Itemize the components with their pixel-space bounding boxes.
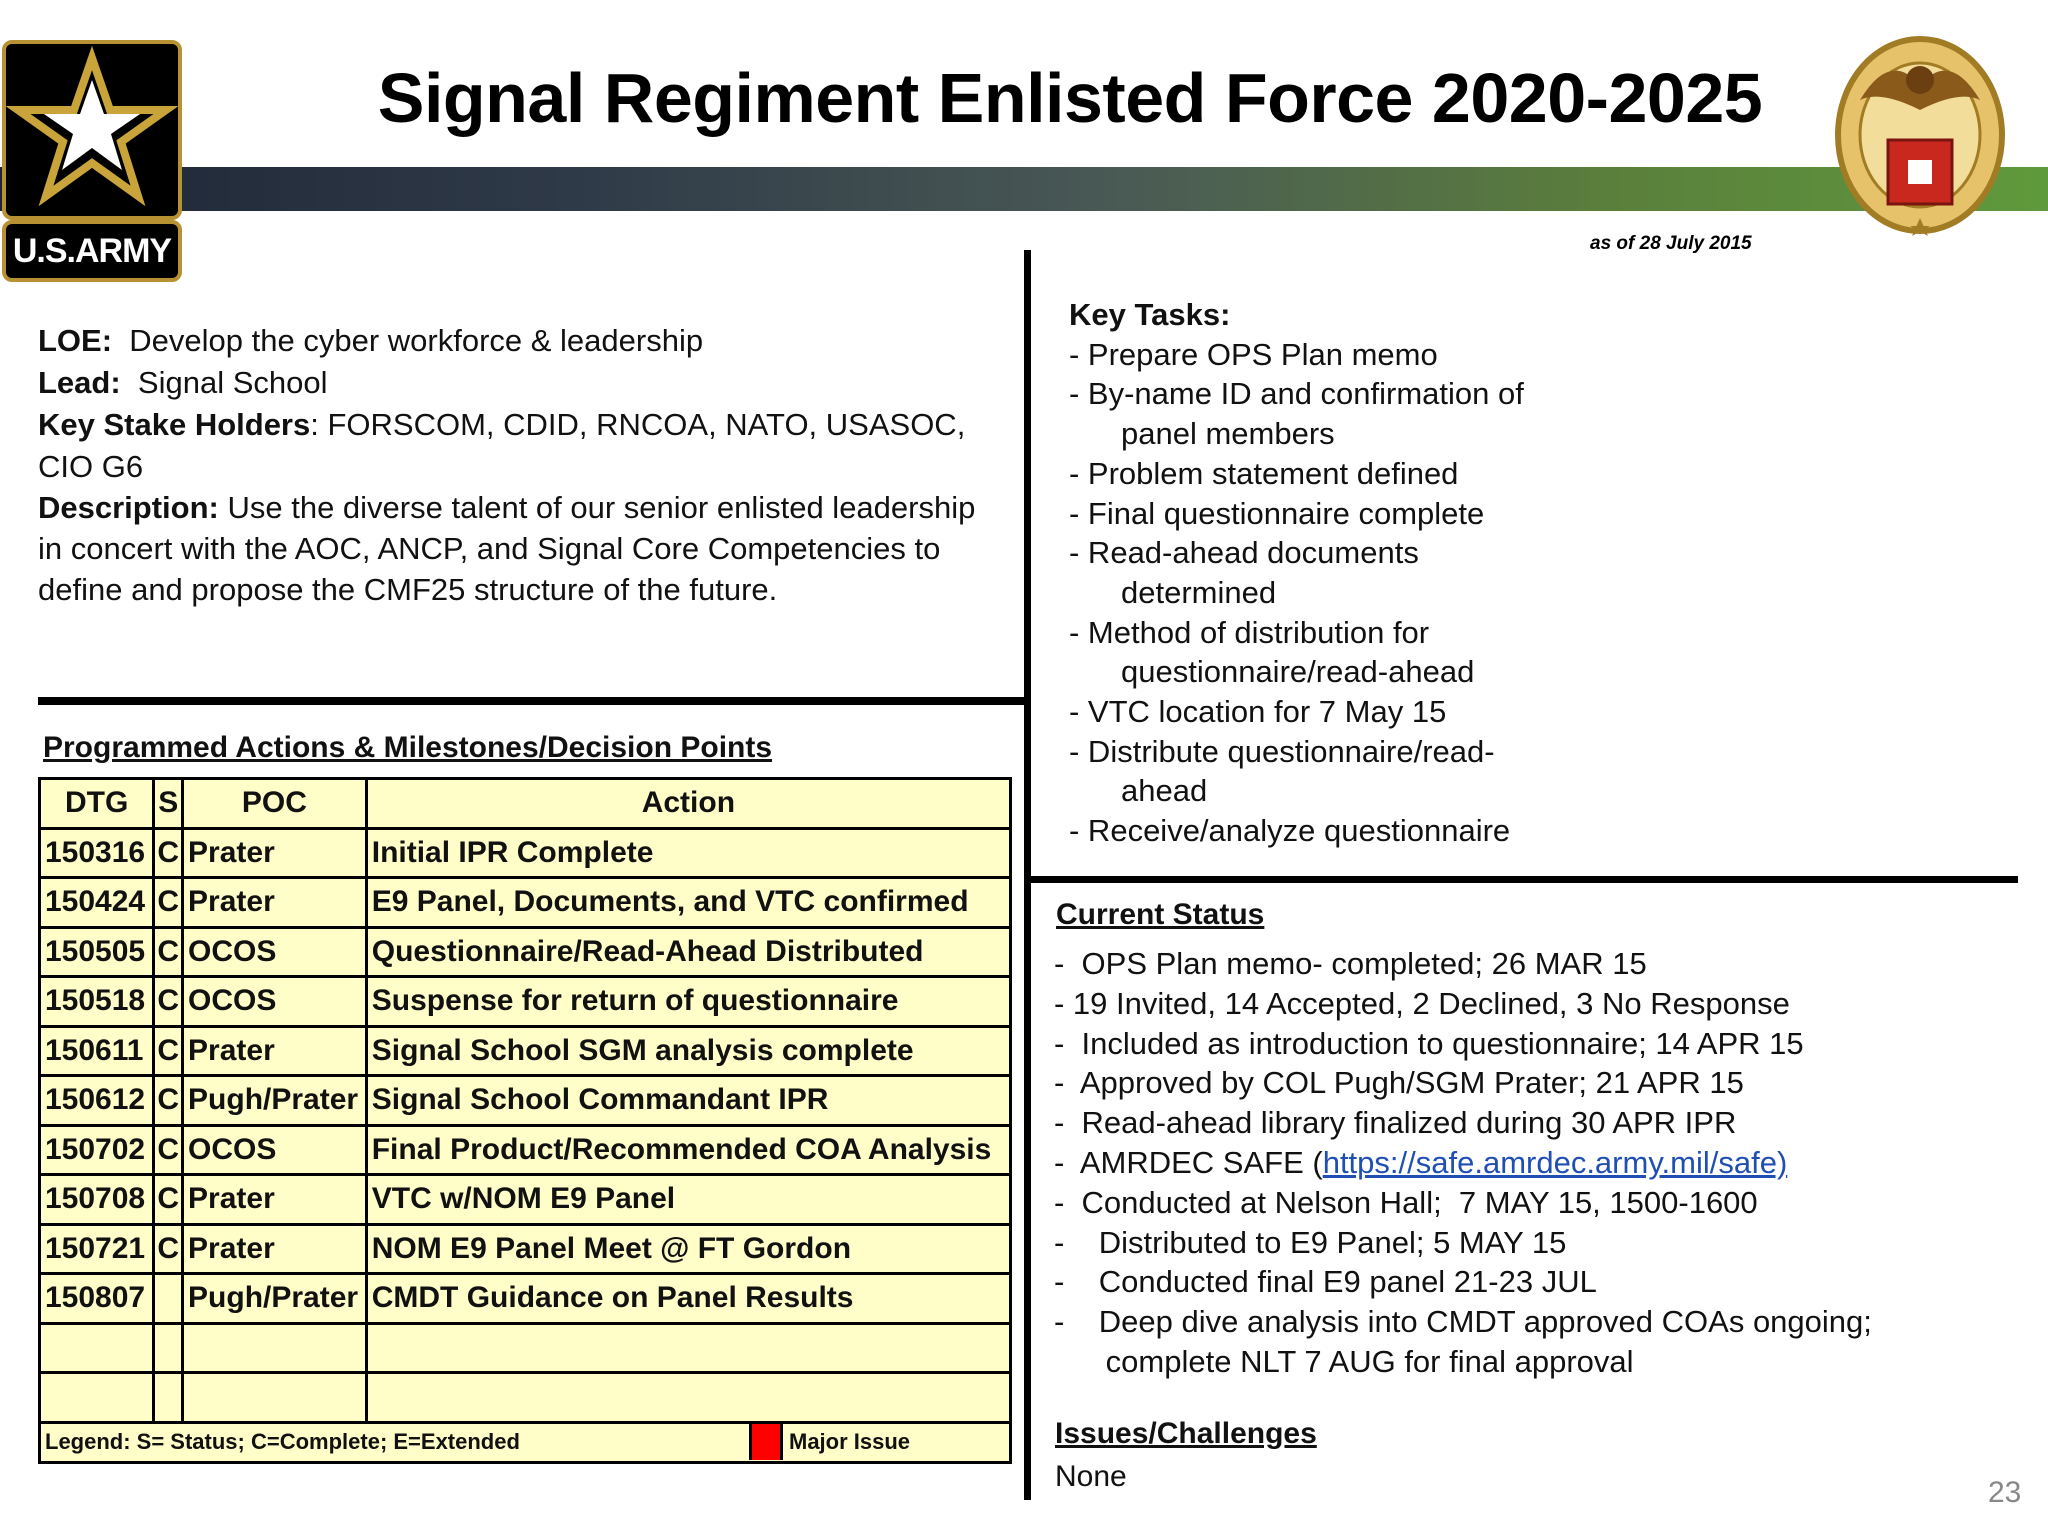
action-cell [366,1323,1010,1373]
loe-value: Develop the cyber workforce & leadership [129,323,704,358]
dtg-cell: 150316 [40,828,154,878]
poc-cell: Pugh/Prater [183,1274,367,1324]
description-line-3: define and propose the CMF25 structure of the future. [38,572,778,607]
description-label: Description: [38,490,219,525]
table-row [40,977,1011,1027]
key-task-line: - Final questionnaire complete [1069,495,1485,531]
issues-title: Issues/Challenges [1055,1417,1317,1450]
action-cell: Initial IPR Complete [366,828,1010,878]
action-cell: Final Product/Recommended COA Analysis [366,1125,1010,1175]
left-horizontal-divider [38,697,1026,705]
issues-body: None [1055,1460,1127,1493]
status-line [1054,1223,2014,1263]
poc-cell: OCOS [183,1125,367,1175]
army-star-logo [2,40,182,220]
key-task-line: questionnaire/read-ahead [1121,654,1475,690]
milestones-table [38,777,1012,1464]
stakeholders-line [38,404,1018,488]
dtg-cell: 150612 [40,1076,154,1126]
status-line-text: - Distributed to E9 Panel; 5 MAY 15 [1054,1224,1567,1260]
key-task-line: - Read-ahead documents [1069,535,1419,571]
col-header-action: Action [366,779,1010,829]
status-line-text: - AMRDEC SAFE ( [1054,1144,1323,1180]
poc-cell: Prater [183,1026,367,1076]
status-cell [154,1323,183,1373]
action-cell: Signal School Commandant IPR [366,1076,1010,1126]
crest-motto [1820,30,1821,31]
action-cell: VTC w/NOM E9 Panel [366,1175,1010,1225]
status-cell: C [154,1076,183,1126]
table-row [40,1274,1011,1324]
status-line-text: - OPS Plan memo- completed; 26 MAR 15 [1054,946,1647,981]
as-of-date: as of 28 July 2015 [1590,233,1752,254]
dtg-cell: 150611 [40,1026,154,1076]
key-tasks-title: Key Tasks: [1069,297,1231,332]
page-title: Signal Regiment Enlisted Force 2020-2025 [377,59,1763,137]
poc-cell [183,1373,367,1423]
col-header-dtg: DTG [40,779,154,829]
description-line-2: in concert with the AOC, ANCP, and Signal Core Competencies to [38,531,941,566]
lead-line [38,362,1018,404]
right-horizontal-divider [1030,876,2018,883]
description-text-1: Use the diverse talent of our senior enlisted leadership [218,490,976,525]
status-cell: C [154,878,183,928]
status-cell: C [154,977,183,1027]
status-cell: C [154,1125,183,1175]
key-task-line: ahead [1121,773,1208,809]
signal-regiment-crest [1820,30,2020,250]
poc-cell: OCOS [183,927,367,977]
poc-cell: Prater [183,878,367,928]
key-task-line: - Distribute questionnaire/read- [1069,733,1495,769]
legend-text: Legend: S= Status; C=Complete; E=Extended [45,1429,520,1454]
table-row [40,878,1011,928]
status-line [1054,1302,2014,1342]
table-row [40,1323,1011,1373]
action-cell: Suspense for return of questionnaire [366,977,1010,1027]
legend-row [40,1422,1011,1462]
loe-label: LOE: [38,323,113,358]
army-badge-text: U.S.ARMY [12,232,172,270]
key-task-line: - Problem statement defined [1069,455,1459,491]
table-row [40,1224,1011,1274]
description-block [38,487,1018,610]
key-task-line: - VTC location for 7 May 15 [1069,694,1447,730]
status-cell [154,1274,183,1324]
status-cell: C [154,927,183,977]
table-header-row [40,779,1011,829]
status-line-text: - Conducted at Nelson Hall; 7 MAY 15, 1500-1600 [1054,1184,1758,1220]
dtg-cell: 150505 [40,927,154,977]
major-issue-swatch [749,1424,783,1460]
status-line [1054,1024,2014,1064]
key-task-line: - Method of distribution for [1069,614,1430,650]
status-line [1054,1183,2014,1223]
status-line-text: - Included as introduction to questionnaire; 14 APR 15 [1054,1025,1804,1061]
status-line [1054,1262,2014,1302]
table-row [40,828,1011,878]
lead-label: Lead: [38,365,121,400]
info-block [38,320,1018,488]
table-row [40,927,1011,977]
dtg-cell [40,1373,154,1423]
status-line [1054,1143,2014,1183]
description-line-1 [38,487,1018,528]
key-task-line: - Receive/analyze questionnaire [1069,813,1511,849]
key-tasks [1069,295,1769,851]
status-line-text: complete NLT 7 AUG for final approval [1054,1343,1634,1379]
table-row [40,1373,1011,1423]
us-army-badge [2,220,182,282]
table-row [40,1076,1011,1126]
dtg-cell: 150518 [40,977,154,1027]
status-line [1054,1103,2014,1143]
header-band [0,167,2048,211]
action-cell [366,1373,1010,1423]
col-header-status: S [154,779,183,829]
status-line-text: - Deep dive analysis into CMDT approved COAs ongoing; [1054,1304,1872,1340]
lead-value: Signal School [137,365,328,400]
status-line-text: - Approved by COL Pugh/SGM Prater; 21 APR 15 [1054,1065,1744,1101]
poc-cell: Prater [183,1224,367,1274]
current-status-title: Current Status [1056,898,1265,931]
status-line-text: - Conducted final E9 panel 21-23 JUL [1054,1264,1597,1300]
key-task-line: - By-name ID and confirmation of [1069,376,1524,412]
dtg-cell: 150702 [40,1125,154,1175]
table-row [40,1026,1011,1076]
status-line-text: - 19 Invited, 14 Accepted, 2 Declined, 3 No Response [1054,985,1790,1021]
vertical-divider [1024,250,1031,1500]
action-cell: E9 Panel, Documents, and VTC confirmed [366,878,1010,928]
status-cell [154,1373,183,1423]
table-row [40,1125,1011,1175]
dtg-cell: 150807 [40,1274,154,1324]
current-status-list [1054,944,2014,1382]
poc-cell: Prater [183,828,367,878]
star-icon [6,44,178,216]
poc-cell [183,1323,367,1373]
loe-line [38,320,1018,362]
status-line [1054,984,2014,1024]
status-line-text: - Read-ahead library finalized during 30 APR IPR [1054,1105,1737,1141]
poc-cell: Prater [183,1175,367,1225]
stakeholders-value: : FORSCOM, CDID, RNCOA, NATO, USASOC, CIO G6 [38,407,966,484]
dtg-cell: 150708 [40,1175,154,1225]
action-cell: Signal School SGM analysis complete [366,1026,1010,1076]
status-line [1054,1342,2014,1382]
status-line [1054,1063,2014,1103]
action-cell: Questionnaire/Read-Ahead Distributed [366,927,1010,977]
status-cell: C [154,828,183,878]
action-cell: CMDT Guidance on Panel Results [366,1274,1010,1324]
dtg-cell [40,1323,154,1373]
dtg-cell: 150721 [40,1224,154,1274]
table-row [40,1175,1011,1225]
page-number: 23 [1988,1476,2022,1509]
action-cell: NOM E9 Panel Meet @ FT Gordon [366,1224,1010,1274]
col-header-poc: POC [183,779,367,829]
key-task-line: panel members [1121,416,1335,452]
dtg-cell: 150424 [40,878,154,928]
poc-cell: Pugh/Prater [183,1076,367,1126]
stakeholders-label: Key Stake Holders [38,407,311,442]
amrdec-safe-link[interactable]: https://safe.amrdec.army.mil/safe) [1322,1144,1788,1180]
status-cell: C [154,1224,183,1274]
key-task-line: - Prepare OPS Plan memo [1069,336,1438,372]
milestones-title: Programmed Actions & Milestones/Decision Points [43,731,773,764]
status-line [1054,944,2014,984]
key-task-line: determined [1121,574,1277,610]
status-cell: C [154,1175,183,1225]
status-cell: C [154,1026,183,1076]
legend-major-issue: Major Issue [789,1429,911,1454]
poc-cell: OCOS [183,977,367,1027]
